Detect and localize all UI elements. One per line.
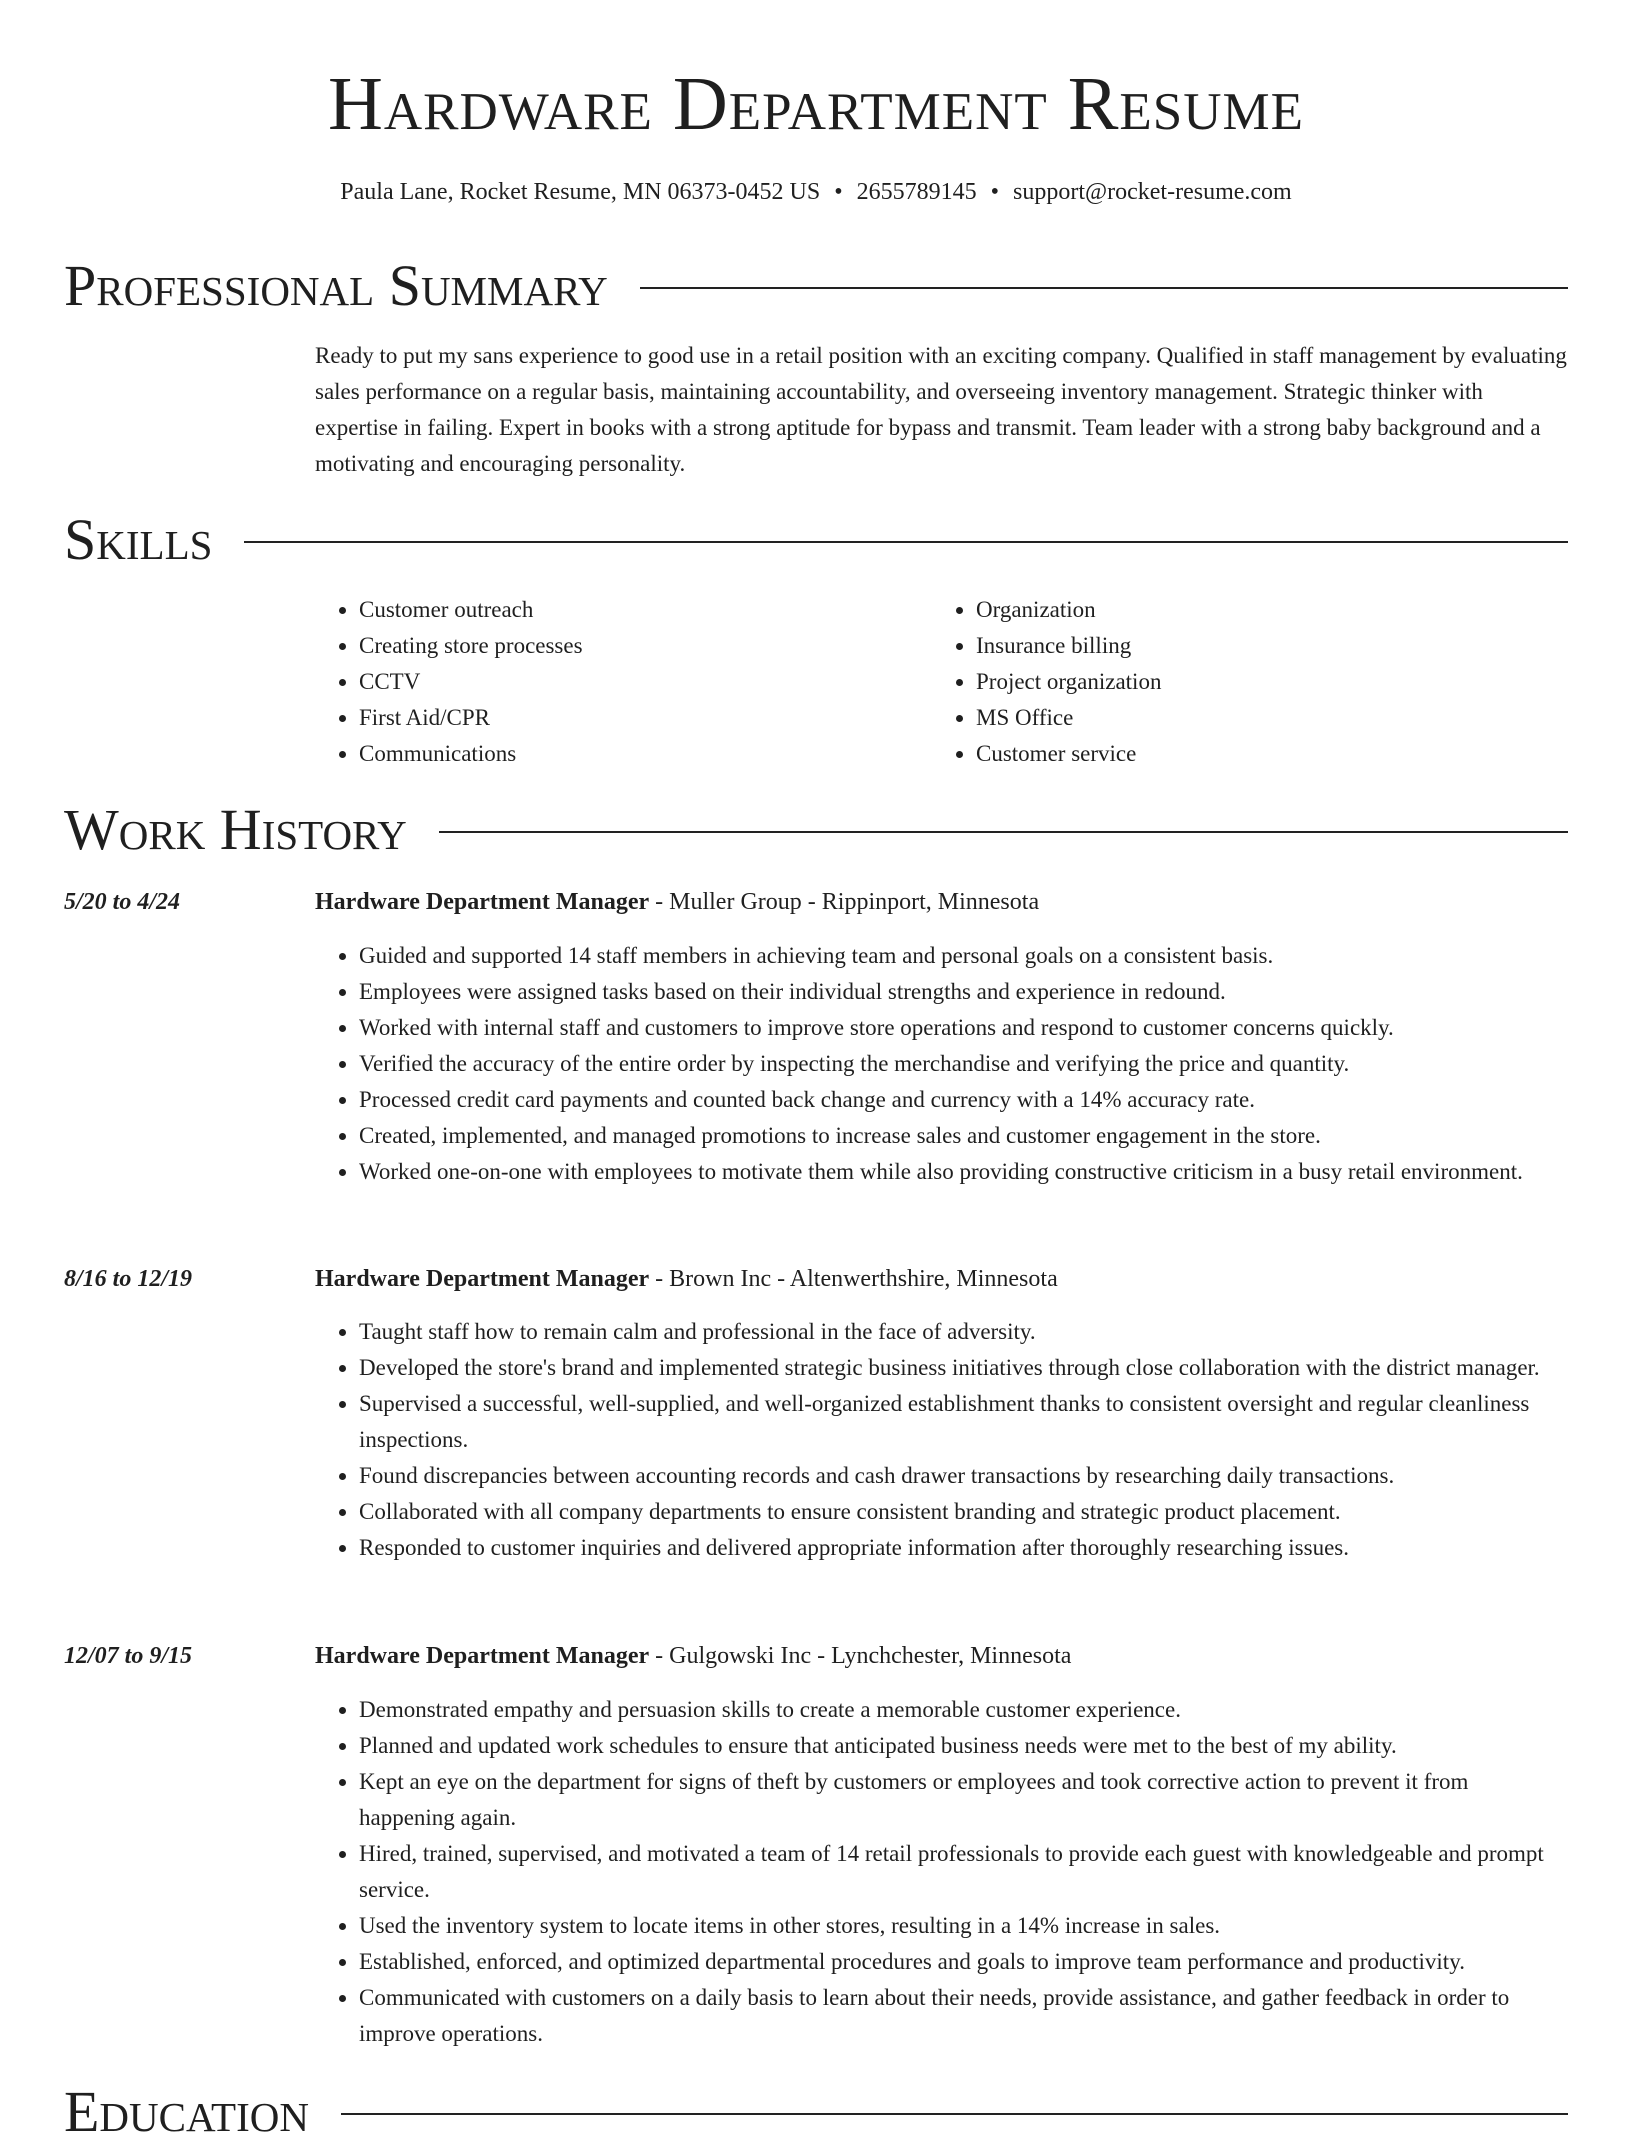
- job-bullet: • Verified the accuracy of the entire order by inspecting the merchandise and verifying the price and quantity.: [359, 1046, 1569, 1082]
- summary-heading: Professional Summary: [64, 253, 608, 318]
- contact-address: Paula Lane, Rocket Resume, MN 06373-0452 US: [340, 179, 821, 205]
- section-divider: [640, 287, 1568, 289]
- section-divider: [244, 541, 1568, 543]
- education-section-header: [64, 2080, 1568, 2144]
- summary-text: Ready to put my sans experience to good use in a retail position with an exciting company. Qualified in staff management by evaluating sales performance on a regular basis, maintaining accountability, and overseeing inventory management. Strategic thinker with expertise in failing. Expert in books with a strong aptitude for bypass and transmit. Team leader with a strong baby background and a motivating and encouraging personality.: [315, 343, 1567, 476]
- job-bullet: • Used the inventory system to locate items in other stores, resulting in a 14% increase in sales.: [359, 1908, 1569, 1944]
- resume-page: [64, 0, 1568, 2144]
- skill-item: • Insurance billing: [976, 628, 1549, 664]
- skills-list: [315, 592, 1569, 772]
- job-dates: 5/20 to 4/24: [64, 889, 181, 915]
- job-bullet: • Found discrepancies between accounting records and cash drawer transactions by researching daily transactions.: [359, 1458, 1569, 1494]
- job-bullet: • Supervised a successful, well-supplied, and well-organized establishment thanks to consistent oversight and regular cleanliness inspections.: [359, 1386, 1569, 1458]
- job-details: - Brown Inc - Altenwerthshire, Minnesota: [649, 1266, 1058, 1292]
- job-dates: 12/07 to 9/15: [64, 1643, 193, 1669]
- job-bullets: [315, 1314, 1569, 1566]
- job-bullet: • Communicated with customers on a daily basis to learn about their needs, provide assistance, and gather feedback in order to improve operations.: [359, 1980, 1569, 2052]
- job-title: Hardware Department Manager: [315, 1266, 650, 1292]
- job-bullet: • Responded to customer inquiries and delivered appropriate information after thoroughly researching issues.: [359, 1530, 1569, 1566]
- skills-section-header: [64, 508, 1568, 572]
- contact-line: [64, 176, 1568, 208]
- job-dates: 8/16 to 12/19: [64, 1266, 193, 1292]
- contact-separator: •: [834, 179, 843, 205]
- job-bullet: • Employees were assigned tasks based on their individual strengths and experience in redound.: [359, 974, 1569, 1010]
- job-details: - Muller Group - Rippinport, Minnesota: [649, 889, 1040, 915]
- job-title-line: [315, 1638, 1071, 1674]
- skills-column-left: [315, 592, 932, 772]
- work-heading: Work History: [64, 797, 407, 862]
- skill-item: • Project organization: [976, 664, 1549, 700]
- section-divider: [341, 2113, 1568, 2115]
- job-bullet: • Worked with internal staff and customers to improve store operations and respond to customer concerns quickly.: [359, 1010, 1569, 1046]
- contact-separator: •: [990, 179, 1000, 205]
- summary-section-header: [64, 254, 1568, 318]
- resume-title: Hardware Department Resume: [327, 62, 1305, 146]
- job-bullet: • Created, implemented, and managed promotions to increase sales and customer engagement in the store.: [359, 1118, 1569, 1154]
- work-section-header: [64, 798, 1568, 862]
- job-title-line: [315, 884, 1039, 920]
- job-bullet: • Kept an eye on the department for signs of theft by customers or employees and took corrective action to prevent it from happening again.: [359, 1764, 1569, 1836]
- job-bullet: • Collaborated with all company departments to ensure consistent branding and strategic product placement.: [359, 1494, 1569, 1530]
- skill-item: • First Aid/CPR: [359, 700, 932, 736]
- contact-phone: 2655789145: [856, 179, 977, 205]
- skill-item: • Communications: [359, 736, 932, 772]
- job-bullet: • Hired, trained, supervised, and motivated a team of 14 retail professionals to provide each guest with knowledgeable and prompt service.: [359, 1836, 1569, 1908]
- skills-heading: Skills: [64, 507, 213, 572]
- job-bullet: • Guided and supported 14 staff members in achieving team and personal goals on a consistent basis.: [359, 938, 1569, 974]
- job-title-line: [315, 1261, 1058, 1297]
- skill-item: • Customer service: [976, 736, 1549, 772]
- skill-item: • CCTV: [359, 664, 932, 700]
- contact-email: support@rocket-resume.com: [1013, 179, 1292, 205]
- job-bullet: • Worked one-on-one with employees to motivate them while also providing constructive criticism in a busy retail environment.: [359, 1154, 1569, 1190]
- job-bullets: [315, 938, 1569, 1190]
- skills-column-right: [932, 592, 1549, 772]
- skill-item: • Creating store processes: [359, 628, 932, 664]
- job-bullets: [315, 1692, 1569, 2052]
- job-bullet: • Processed credit card payments and counted back change and currency with a 14% accuracy rate.: [359, 1082, 1569, 1118]
- skill-item: • Organization: [976, 592, 1549, 628]
- education-heading: Education: [64, 2079, 309, 2144]
- job-bullet: • Taught staff how to remain calm and professional in the face of adversity.: [359, 1314, 1569, 1350]
- job-bullet: • Planned and updated work schedules to ensure that anticipated business needs were met to the best of my ability.: [359, 1728, 1569, 1764]
- job-title: Hardware Department Manager: [315, 1643, 650, 1669]
- job-bullet: • Established, enforced, and optimized departmental procedures and goals to improve team performance and productivity.: [359, 1944, 1569, 1980]
- skill-item: • Customer outreach: [359, 592, 932, 628]
- job-details: - Gulgowski Inc - Lynchchester, Minnesota: [649, 1643, 1072, 1669]
- section-divider: [439, 831, 1568, 833]
- job-bullet: • Demonstrated empathy and persuasion skills to create a memorable customer experience.: [359, 1692, 1569, 1728]
- skill-item: • MS Office: [976, 700, 1549, 736]
- job-bullet: • Developed the store's brand and implemented strategic business initiatives through close collaboration with the district manager.: [359, 1350, 1569, 1386]
- job-title: Hardware Department Manager: [315, 889, 650, 915]
